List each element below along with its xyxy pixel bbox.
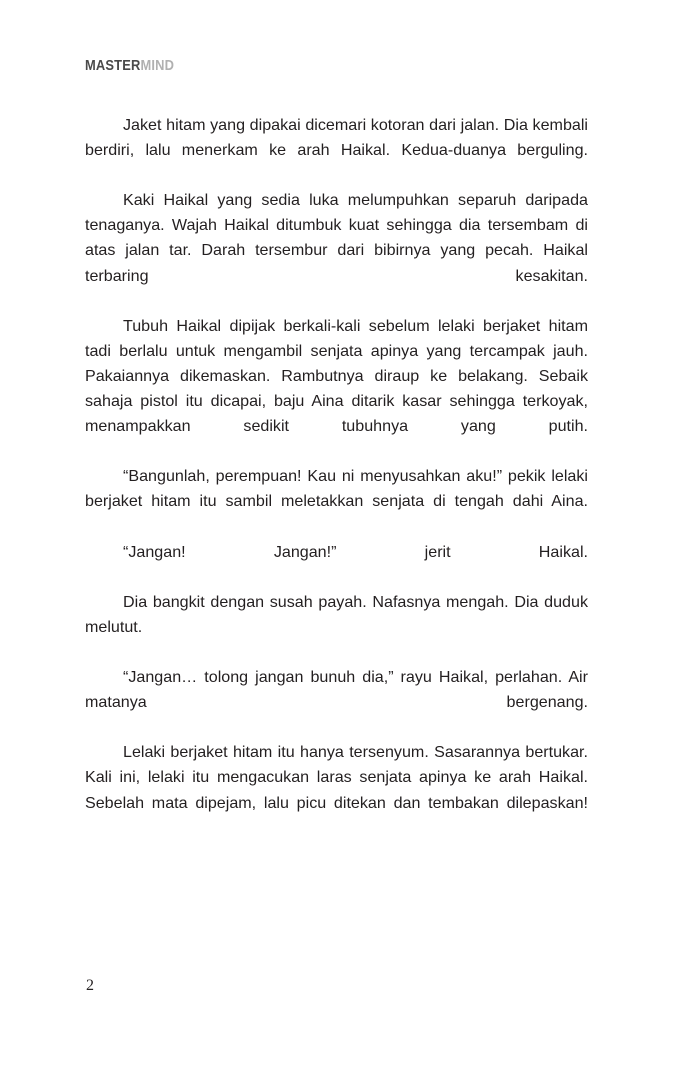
running-header [85,58,174,73]
running-header-title-strong: MASTER [85,57,141,74]
body-paragraph: “Jangan! Jangan!” jerit Haikal. [123,542,588,561]
body-text-column [85,113,588,841]
body-paragraph: Dia bangkit dengan susah payah. Nafasnya mengah. Dia duduk melutut. [85,592,588,636]
body-paragraph: “Jangan… tolong jangan bunuh dia,” rayu Haikal, perlahan. Air matanya bergenang. [85,668,588,712]
page-number: 2 [86,977,94,994]
body-paragraph: Jaket hitam yang dipakai dicemari kotoran dari jalan. Dia kembali berdiri, lalu menerkam ke arah Haikal. Kedua-duanya berguling. [85,116,588,160]
body-paragraph: Kaki Haikal yang sedia luka melumpuhkan separuh daripada tenaganya. Wajah Haikal ditumbuk kuat sehingga dia tersembam di atas jalan tar. Darah tersembur dari bibirnya yang pecah. Haikal terbaring kesakitan. [85,191,588,285]
body-paragraph: Tubuh Haikal dipijak berkali-kali sebelum lelaki berjaket hitam tadi berlalu untuk mengambil senjata apinya yang tercampak jauh. Pakaiannya dikemaskan. Rambutnya diraup ke belakang. Sebaik sahaja pistol itu dicapai, baju Aina ditarik kasar sehingga terkoyak, menampakkan sedikit tubuhnya yang putih. [85,316,588,436]
running-header-title-light: MIND [140,57,175,74]
body-paragraph: Lelaki berjaket hitam itu hanya tersenyum. Sasarannya bertukar. Kali ini, lelaki itu mengacukan laras senjata apinya ke arah Haikal. Sebelah mata dipejam, lalu picu ditekan dan tembakan dilepaskan! [85,743,588,812]
body-paragraph: “Bangunlah, perempuan! Kau ni menyusahkan aku!” pekik lelaki berjaket hitam itu sambil meletakkan senjata di tengah dahi Aina. [85,467,588,511]
